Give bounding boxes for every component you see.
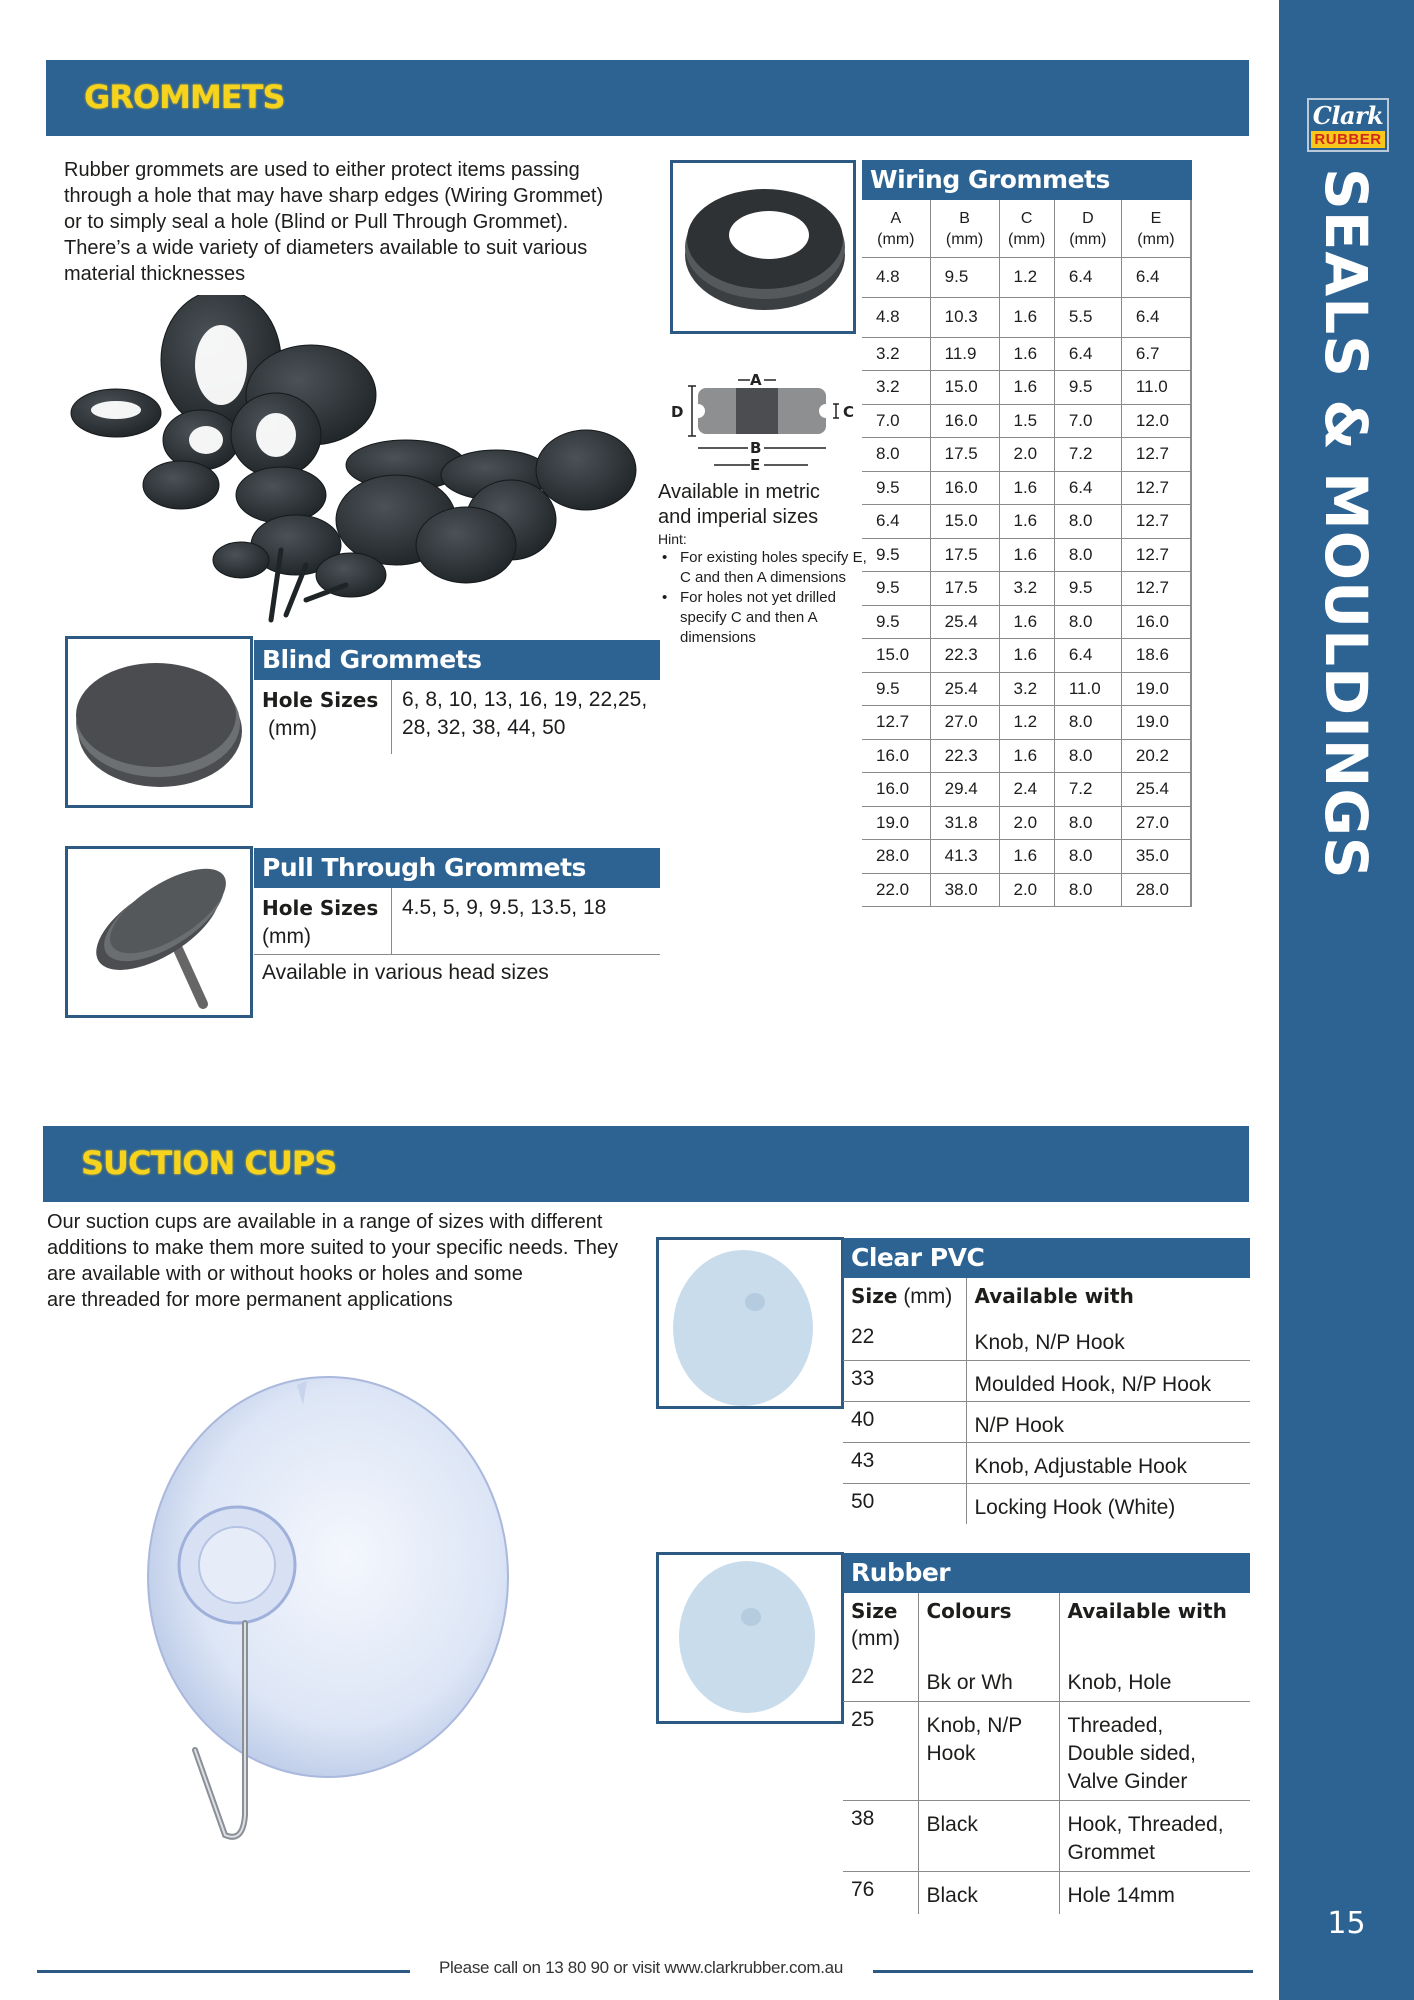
available-line: Grommet xyxy=(1067,1841,1156,1864)
header-size: Size xyxy=(851,1599,898,1623)
colours-line: Knob, N/P xyxy=(926,1714,1023,1737)
table-row xyxy=(862,257,1191,297)
colours-line: Black xyxy=(926,1884,978,1907)
pull-through-grommet-image-frame xyxy=(65,846,253,1018)
spec-unit: (mm) xyxy=(262,925,311,948)
sidebar xyxy=(1279,0,1414,2000)
table-cell: 8.0 xyxy=(862,438,930,472)
table-row xyxy=(843,1872,1250,1915)
available-line: Valve Ginder xyxy=(1067,1770,1188,1793)
table-cell: 1.2 xyxy=(999,257,1054,297)
column-header xyxy=(966,1278,1250,1319)
table-cell: 15.0 xyxy=(862,639,930,673)
suction-cups-intro xyxy=(47,1209,647,1313)
table-row xyxy=(862,773,1191,807)
column-header xyxy=(843,1593,918,1659)
colours-line: Hook xyxy=(926,1742,976,1765)
table-cell: 6.4 xyxy=(1121,257,1191,297)
table-cell: 16.0 xyxy=(930,471,999,505)
suction-cup-hook-image xyxy=(125,1365,515,1890)
table-cell: 9.5 xyxy=(930,257,999,297)
header-colours: Colours xyxy=(926,1599,1012,1623)
table-cell: 31.8 xyxy=(930,806,999,840)
table-cell: 8.0 xyxy=(1054,505,1121,539)
table-cell: 27.0 xyxy=(1121,806,1191,840)
table-cell: 2.0 xyxy=(999,873,1054,907)
table-row xyxy=(862,706,1191,740)
table-header-row xyxy=(843,1593,1250,1659)
table-cell: 8.0 xyxy=(1054,840,1121,874)
footer-contact: Please call on 13 80 90 or visit www.clarkrubber.com.au xyxy=(439,1958,843,1977)
column-unit: (mm) xyxy=(877,231,915,249)
available-line: Knob, Hole xyxy=(1067,1671,1172,1694)
hint-label: Hint: xyxy=(658,531,687,547)
table-row xyxy=(862,371,1191,405)
table-cell: 25.4 xyxy=(1121,773,1191,807)
available-cell xyxy=(1059,1801,1250,1872)
spec-label-text: Hole Sizes xyxy=(262,688,379,712)
table-cell: 8.0 xyxy=(1054,605,1121,639)
table-cell: 6.4 xyxy=(1054,471,1121,505)
available-cell: N/P Hook xyxy=(966,1401,1250,1442)
column-header xyxy=(918,1593,1059,1659)
colours-cell xyxy=(918,1702,1059,1801)
table-cell: 1.6 xyxy=(999,538,1054,572)
table-cell: 11.0 xyxy=(1054,672,1121,706)
table-cell: 3.2 xyxy=(862,337,930,371)
table-cell: 28.0 xyxy=(862,840,930,874)
table-cell: 9.5 xyxy=(862,572,930,606)
dim-label-b: B xyxy=(750,439,762,457)
table-row xyxy=(862,438,1191,472)
diagram-notes xyxy=(658,480,868,648)
table-row xyxy=(862,297,1191,337)
table-cell: 4.8 xyxy=(862,297,930,337)
intro-line: additions to make them more suited to your specific needs. They xyxy=(47,1237,619,1259)
clear-pvc-suction-cup-image xyxy=(659,1240,841,1406)
table-row xyxy=(862,572,1191,606)
table-cell: 17.5 xyxy=(930,538,999,572)
colours-cell xyxy=(918,1801,1059,1872)
colours-cell xyxy=(918,1872,1059,1915)
rubber-title: Rubber xyxy=(843,1553,1250,1593)
column-unit: (mm) xyxy=(1069,231,1107,249)
table-cell: 2.4 xyxy=(999,773,1054,807)
column-header xyxy=(1121,200,1191,257)
column-unit: (mm) xyxy=(1008,231,1046,249)
table-cell: 19.0 xyxy=(1121,672,1191,706)
clear-pvc-table xyxy=(843,1238,1250,1524)
table-cell: 5.5 xyxy=(1054,297,1121,337)
spec-value-line: 6, 8, 10, 13, 16, 19, 22,25, xyxy=(402,688,648,711)
pull-through-grommets-title: Pull Through Grommets xyxy=(254,848,660,888)
column-letter: E xyxy=(1150,210,1162,228)
clear-pvc-image-frame xyxy=(656,1237,844,1409)
table-cell: 12.7 xyxy=(1121,471,1191,505)
spec-row xyxy=(254,680,660,754)
hint-item: • For holes not yet drilled specify C and then A dimensions xyxy=(658,588,868,648)
available-line: Threaded, xyxy=(1067,1714,1164,1737)
table-row xyxy=(862,639,1191,673)
table-cell: 22.3 xyxy=(930,739,999,773)
table-cell: 17.5 xyxy=(930,572,999,606)
column-header xyxy=(843,1278,966,1319)
hint-item: • For existing holes specify E, C and then A dimensions xyxy=(658,548,868,588)
table-cell: 2.0 xyxy=(999,806,1054,840)
column-header xyxy=(999,200,1054,257)
table-cell: 19.0 xyxy=(1121,706,1191,740)
table-cell: 6.4 xyxy=(862,505,930,539)
rubber-table xyxy=(843,1553,1250,1914)
table-cell: 10.3 xyxy=(930,297,999,337)
table-row xyxy=(862,505,1191,539)
spec-label-text: Hole Sizes xyxy=(262,896,379,920)
column-letter: D xyxy=(1082,210,1094,228)
table-cell: 1.6 xyxy=(999,605,1054,639)
header-available: Available with xyxy=(1067,1599,1227,1623)
size-cell: 43 xyxy=(843,1442,966,1483)
table-cell: 11.9 xyxy=(930,337,999,371)
table-cell: 12.7 xyxy=(1121,505,1191,539)
table-cell: 15.0 xyxy=(930,505,999,539)
table-cell: 12.7 xyxy=(1121,438,1191,472)
clark-rubber-logo xyxy=(1307,98,1389,152)
table-cell: 1.6 xyxy=(999,471,1054,505)
table-cell: 20.2 xyxy=(1121,739,1191,773)
table-cell: 9.5 xyxy=(862,471,930,505)
spec-label xyxy=(254,888,392,954)
wiring-grommets-grid xyxy=(862,200,1192,907)
table-row xyxy=(843,1483,1250,1524)
intro-line: are available with or without hooks or holes and some xyxy=(47,1263,523,1285)
available-line: Hook, Threaded, xyxy=(1067,1813,1224,1836)
blind-grommets-spec xyxy=(254,640,660,754)
available-cell: Knob, N/P Hook xyxy=(966,1319,1250,1360)
blind-grommet-image-frame xyxy=(65,636,253,808)
table-cell: 12.7 xyxy=(1121,538,1191,572)
size-cell: 33 xyxy=(843,1360,966,1401)
intro-line: or to simply seal a hole (Blind or Pull Through Grommet). xyxy=(64,211,569,233)
table-cell: 22.0 xyxy=(862,873,930,907)
table-cell: 17.5 xyxy=(930,438,999,472)
pull-through-grommet-image xyxy=(68,849,250,1015)
intro-line: Rubber grommets are used to either protect items passing xyxy=(64,159,580,181)
availability-line: Available in metric xyxy=(658,481,820,503)
table-cell: 38.0 xyxy=(930,873,999,907)
table-cell: 1.6 xyxy=(999,371,1054,405)
table-cell: 1.6 xyxy=(999,739,1054,773)
table-cell: 9.5 xyxy=(1054,572,1121,606)
wiring-grommet-image xyxy=(673,163,853,331)
available-cell xyxy=(1059,1702,1250,1801)
available-cell: Knob, Adjustable Hook xyxy=(966,1442,1250,1483)
column-header xyxy=(930,200,999,257)
header-size: Size xyxy=(851,1284,898,1308)
dim-label-d: D xyxy=(671,403,684,421)
table-cell: 8.0 xyxy=(1054,806,1121,840)
table-cell: 9.5 xyxy=(862,538,930,572)
dim-label-a: A xyxy=(750,371,762,389)
hint-list xyxy=(658,548,868,648)
table-cell: 7.2 xyxy=(1054,773,1121,807)
table-row xyxy=(843,1401,1250,1442)
table-cell: 1.6 xyxy=(999,505,1054,539)
spec-value xyxy=(392,680,647,754)
spec-unit: (mm) xyxy=(268,717,317,740)
table-cell: 7.0 xyxy=(1054,404,1121,438)
spec-value-line: 28, 32, 38, 44, 50 xyxy=(402,716,566,739)
rubber-grid xyxy=(843,1593,1250,1914)
rubber-image-frame xyxy=(656,1552,844,1724)
column-header xyxy=(1059,1593,1250,1659)
table-cell: 2.0 xyxy=(999,438,1054,472)
table-cell: 27.0 xyxy=(930,706,999,740)
table-cell: 25.4 xyxy=(930,672,999,706)
table-cell: 1.5 xyxy=(999,404,1054,438)
rubber-suction-cup-image xyxy=(659,1555,841,1721)
table-row xyxy=(862,605,1191,639)
clear-pvc-title: Clear PVC xyxy=(843,1238,1250,1278)
table-row xyxy=(843,1360,1250,1401)
logo-wordmark: Clark xyxy=(1312,101,1384,130)
size-cell: 22 xyxy=(843,1319,966,1360)
intro-line: are threaded for more permanent applications xyxy=(47,1289,453,1311)
intro-line: through a hole that may have sharp edges (Wiring Grommet) xyxy=(64,185,604,207)
table-row xyxy=(862,404,1191,438)
column-letter: B xyxy=(959,210,970,228)
header-size-unit: (mm) xyxy=(903,1285,953,1308)
table-cell: 3.2 xyxy=(999,672,1054,706)
page-number: 15 xyxy=(1327,1906,1366,1941)
size-cell: 22 xyxy=(843,1659,918,1702)
table-cell: 16.0 xyxy=(862,739,930,773)
availability-line: and imperial sizes xyxy=(658,506,819,528)
table-cell: 1.2 xyxy=(999,706,1054,740)
table-row xyxy=(862,806,1191,840)
table-cell: 1.6 xyxy=(999,297,1054,337)
table-cell: 8.0 xyxy=(1054,706,1121,740)
suction-cups-heading: SUCTION CUPS xyxy=(81,1144,337,1182)
table-cell: 9.5 xyxy=(1054,371,1121,405)
spec-label xyxy=(254,680,392,754)
table-cell: 6.4 xyxy=(1054,639,1121,673)
available-line: Hole 14mm xyxy=(1067,1884,1175,1907)
table-row xyxy=(843,1442,1250,1483)
clear-pvc-grid xyxy=(843,1278,1250,1524)
table-cell: 12.0 xyxy=(1121,404,1191,438)
size-cell: 76 xyxy=(851,1878,875,1901)
table-cell: 28.0 xyxy=(1121,873,1191,907)
assorted-grommets-image xyxy=(66,295,646,625)
available-cell xyxy=(1059,1659,1250,1702)
table-header-row xyxy=(862,200,1191,257)
column-header xyxy=(1054,200,1121,257)
table-row xyxy=(862,840,1191,874)
table-cell: 9.5 xyxy=(862,672,930,706)
size-cell: 25 xyxy=(843,1702,918,1801)
table-cell: 3.2 xyxy=(862,371,930,405)
table-row xyxy=(862,538,1191,572)
colours-line: Black xyxy=(926,1813,978,1836)
logo-subtitle: RUBBER xyxy=(1311,131,1385,148)
table-cell: 1.6 xyxy=(999,639,1054,673)
pull-through-grommets-spec xyxy=(254,848,660,985)
grommets-intro xyxy=(64,157,664,287)
table-cell: 11.0 xyxy=(1121,371,1191,405)
column-letter: C xyxy=(1020,210,1033,228)
column-header xyxy=(862,200,930,257)
table-cell: 15.0 xyxy=(930,371,999,405)
wiring-grommets-title: Wiring Grommets xyxy=(862,160,1192,200)
available-cell: Moulded Hook, N/P Hook xyxy=(966,1360,1250,1401)
table-cell: 3.2 xyxy=(999,572,1054,606)
available-cell: Locking Hook (White) xyxy=(966,1483,1250,1524)
table-row xyxy=(862,873,1191,907)
table-row xyxy=(843,1702,1250,1801)
table-cell: 8.0 xyxy=(1054,873,1121,907)
table-cell: 9.5 xyxy=(862,605,930,639)
table-cell: 22.3 xyxy=(930,639,999,673)
table-cell: 8.0 xyxy=(1054,739,1121,773)
table-cell: 25.4 xyxy=(930,605,999,639)
table-cell: 41.3 xyxy=(930,840,999,874)
colours-cell xyxy=(918,1659,1059,1702)
grommets-heading-bar xyxy=(46,60,1249,136)
table-cell: 16.0 xyxy=(1121,605,1191,639)
table-row xyxy=(862,471,1191,505)
size-cell: 50 xyxy=(851,1489,875,1513)
table-cell: 16.0 xyxy=(862,773,930,807)
blind-grommets-title: Blind Grommets xyxy=(254,640,660,680)
dim-label-e: E xyxy=(750,456,761,472)
table-row xyxy=(843,1319,1250,1360)
header-available: Available with xyxy=(974,1284,1134,1308)
table-cell: 6.4 xyxy=(1054,337,1121,371)
table-cell: 1.6 xyxy=(999,840,1054,874)
wiring-grommets-table xyxy=(862,160,1192,907)
spec-value: 4.5, 5, 9, 9.5, 13.5, 18 xyxy=(402,896,607,919)
spec-note: Available in various head sizes xyxy=(254,954,660,985)
table-cell: 12.7 xyxy=(862,706,930,740)
table-cell: 29.4 xyxy=(930,773,999,807)
table-cell: 12.7 xyxy=(1121,572,1191,606)
table-row xyxy=(843,1801,1250,1872)
table-cell: 7.2 xyxy=(1054,438,1121,472)
table-cell: 6.7 xyxy=(1121,337,1191,371)
table-header-row xyxy=(843,1278,1250,1319)
column-letter: A xyxy=(890,210,902,228)
section-title-vertical: SEALS & MOULDINGS xyxy=(1312,168,1380,880)
footer-rule-left xyxy=(37,1970,410,1973)
available-line: Double sided, xyxy=(1067,1742,1196,1765)
table-row xyxy=(862,337,1191,371)
table-cell: 4.8 xyxy=(862,257,930,297)
colours-line: Bk or Wh xyxy=(926,1671,1013,1694)
table-cell: 35.0 xyxy=(1121,840,1191,874)
spec-row xyxy=(254,888,660,954)
available-cell xyxy=(1059,1872,1250,1915)
grommets-heading: GROMMETS xyxy=(84,78,285,116)
table-cell: 16.0 xyxy=(930,404,999,438)
header-size-unit: (mm) xyxy=(851,1627,900,1650)
blind-grommet-image xyxy=(68,639,250,805)
size-cell: 40 xyxy=(843,1401,966,1442)
suction-cups-heading-bar xyxy=(43,1126,1249,1202)
table-cell: 6.4 xyxy=(1054,257,1121,297)
table-row xyxy=(862,672,1191,706)
footer-rule-right xyxy=(873,1970,1253,1973)
table-cell: 18.6 xyxy=(1121,639,1191,673)
size-cell: 38 xyxy=(843,1801,918,1872)
table-row xyxy=(862,739,1191,773)
table-cell: 6.4 xyxy=(1121,297,1191,337)
wiring-grommet-image-frame xyxy=(670,160,856,334)
dim-label-c: C xyxy=(843,403,855,421)
table-cell: 8.0 xyxy=(1054,538,1121,572)
intro-line: There’s a wide variety of diameters available to suit various xyxy=(64,237,588,259)
column-unit: (mm) xyxy=(945,231,984,249)
grommet-dimension-diagram xyxy=(668,368,868,472)
intro-line: material thicknesses xyxy=(64,263,246,285)
table-row xyxy=(843,1659,1250,1702)
table-cell: 1.6 xyxy=(999,337,1054,371)
intro-line: Our suction cups are available in a range of sizes with different xyxy=(47,1211,603,1233)
table-cell: 19.0 xyxy=(862,806,930,840)
column-unit: (mm) xyxy=(1137,231,1175,249)
table-cell: 7.0 xyxy=(862,404,930,438)
